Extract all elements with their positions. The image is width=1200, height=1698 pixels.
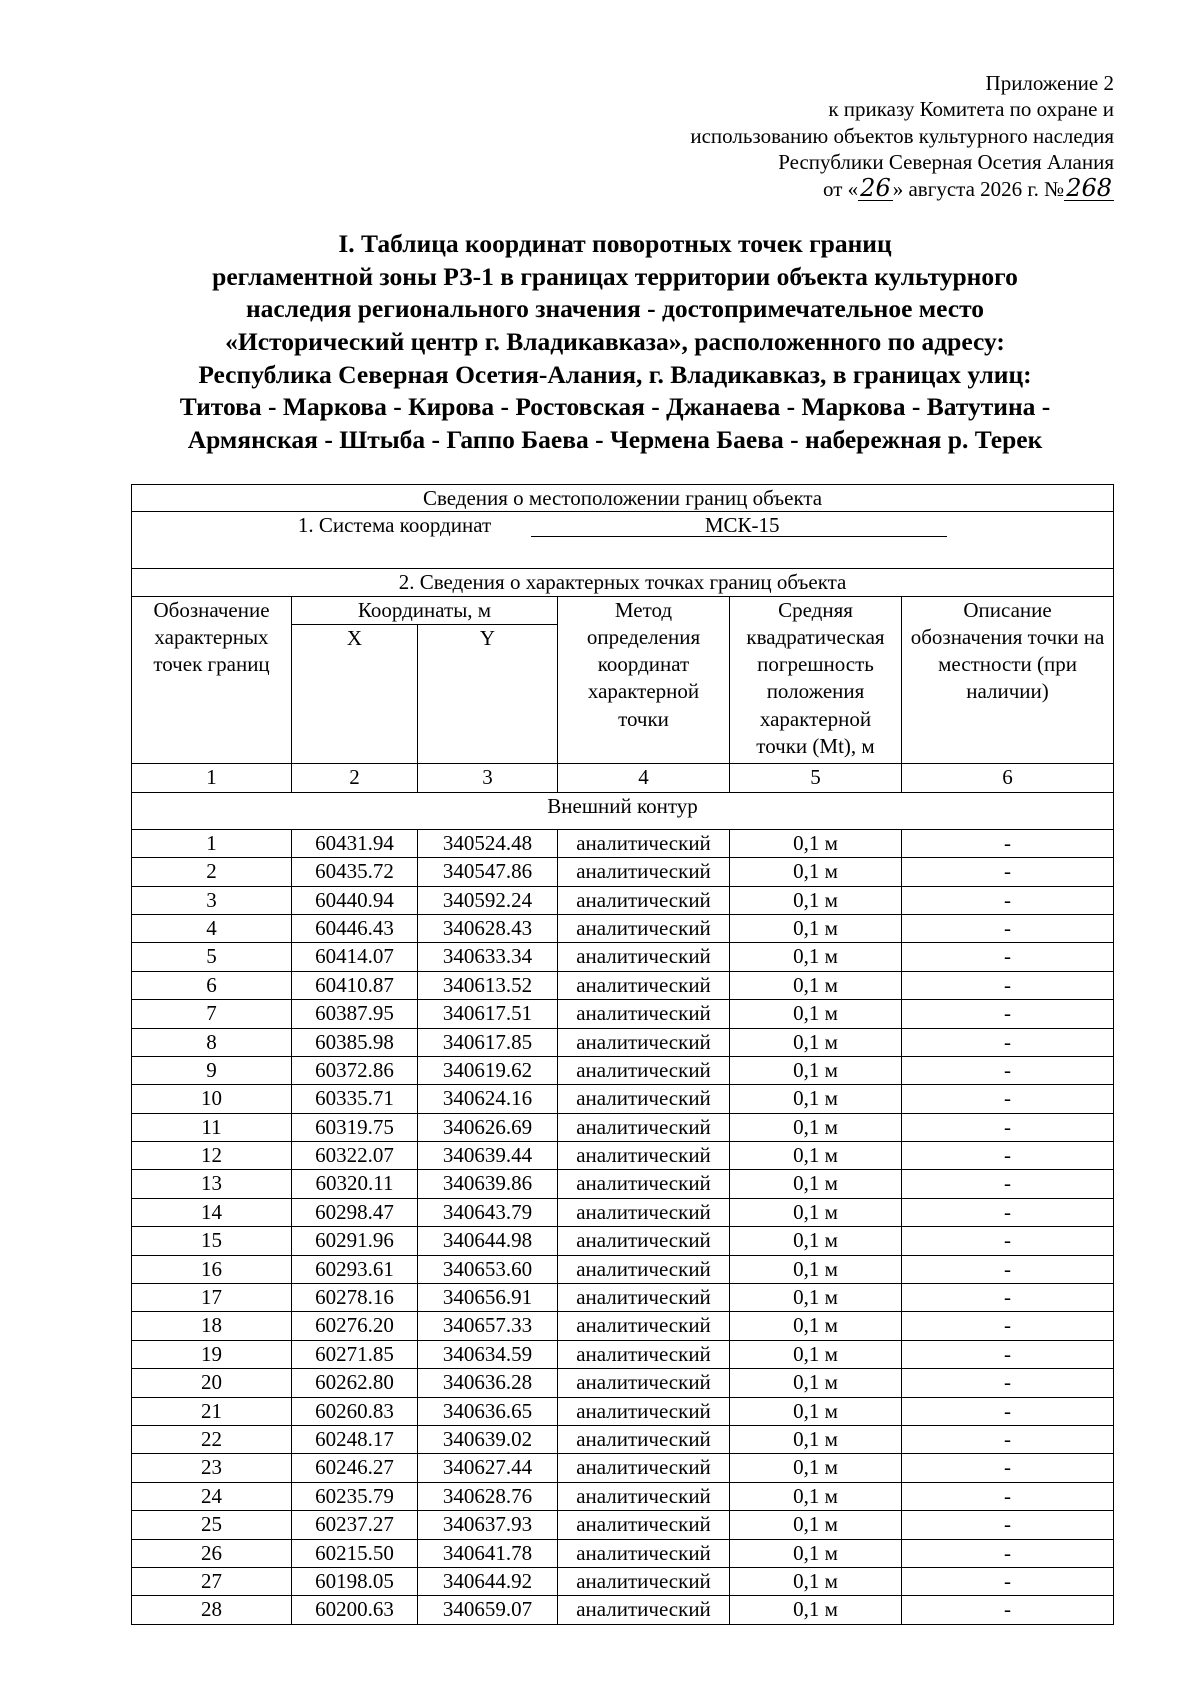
cell-point-number: 23 bbox=[132, 1454, 292, 1482]
cell-coord-y: 340628.76 bbox=[418, 1482, 558, 1510]
cell-accuracy: 0,1 м bbox=[730, 1426, 902, 1454]
cell-accuracy: 0,1 м bbox=[730, 829, 902, 857]
coordinate-system-value: МСК-15 bbox=[531, 514, 947, 537]
cell-coord-y: 340627.44 bbox=[418, 1454, 558, 1482]
cell-method: аналитический bbox=[558, 1056, 730, 1084]
cell-method: аналитический bbox=[558, 1539, 730, 1567]
cell-coord-y: 340657.33 bbox=[418, 1312, 558, 1340]
cell-point-number: 20 bbox=[132, 1369, 292, 1397]
cell-description: - bbox=[902, 829, 1114, 857]
table-row bbox=[132, 1198, 1114, 1226]
cell-description: - bbox=[902, 1142, 1114, 1170]
cell-coord-x: 60372.86 bbox=[292, 1056, 418, 1084]
cell-description: - bbox=[902, 1539, 1114, 1567]
cell-coord-y: 340639.44 bbox=[418, 1142, 558, 1170]
header-designation: Обозначение характерных точек границ bbox=[132, 596, 292, 763]
cell-coord-x: 60387.95 bbox=[292, 1000, 418, 1028]
coordinates-table bbox=[131, 484, 1114, 1625]
cell-coord-x: 60298.47 bbox=[292, 1198, 418, 1226]
cell-accuracy: 0,1 м bbox=[730, 1397, 902, 1425]
cell-description: - bbox=[902, 1312, 1114, 1340]
table-row bbox=[132, 1539, 1114, 1567]
handwritten-day: 26 bbox=[860, 173, 891, 202]
cell-accuracy: 0,1 м bbox=[730, 1227, 902, 1255]
cell-point-number: 5 bbox=[132, 943, 292, 971]
cell-coord-y: 340639.86 bbox=[418, 1170, 558, 1198]
table-row bbox=[132, 1170, 1114, 1198]
cell-point-number: 2 bbox=[132, 858, 292, 886]
cell-coord-y: 340633.34 bbox=[418, 943, 558, 971]
cell-point-number: 3 bbox=[132, 886, 292, 914]
table-row bbox=[132, 1426, 1114, 1454]
cell-description: - bbox=[902, 1227, 1114, 1255]
column-number: 4 bbox=[558, 763, 730, 792]
cell-method: аналитический bbox=[558, 1000, 730, 1028]
table-row bbox=[132, 971, 1114, 999]
cell-coord-y: 340639.02 bbox=[418, 1426, 558, 1454]
cell-point-number: 4 bbox=[132, 914, 292, 942]
table-row bbox=[132, 1284, 1114, 1312]
cell-coord-y: 340659.07 bbox=[418, 1596, 558, 1624]
cell-description: - bbox=[902, 1426, 1114, 1454]
title-line: I. Таблица координат поворотных точек границ bbox=[338, 229, 892, 258]
cell-point-number: 1 bbox=[132, 829, 292, 857]
cell-description: - bbox=[902, 943, 1114, 971]
header-coordinates: Координаты, м bbox=[292, 596, 558, 624]
cell-point-number: 27 bbox=[132, 1567, 292, 1595]
cell-method: аналитический bbox=[558, 1028, 730, 1056]
cell-method: аналитический bbox=[558, 1255, 730, 1283]
cell-description: - bbox=[902, 1000, 1114, 1028]
cell-accuracy: 0,1 м bbox=[730, 1198, 902, 1226]
cell-point-number: 28 bbox=[132, 1596, 292, 1624]
cell-method: аналитический bbox=[558, 1312, 730, 1340]
cell-method: аналитический bbox=[558, 886, 730, 914]
cell-accuracy: 0,1 м bbox=[730, 1567, 902, 1595]
cell-method: аналитический bbox=[558, 1596, 730, 1624]
cell-coord-x: 60262.80 bbox=[292, 1369, 418, 1397]
cell-coord-x: 60278.16 bbox=[292, 1284, 418, 1312]
cell-accuracy: 0,1 м bbox=[730, 1056, 902, 1084]
cell-coord-x: 60385.98 bbox=[292, 1028, 418, 1056]
cell-accuracy: 0,1 м bbox=[730, 1113, 902, 1141]
table-row bbox=[132, 1227, 1114, 1255]
table-row bbox=[132, 943, 1114, 971]
table-row bbox=[132, 1596, 1114, 1624]
cell-description: - bbox=[902, 1170, 1114, 1198]
table-row bbox=[132, 1028, 1114, 1056]
cell-description: - bbox=[902, 971, 1114, 999]
cell-description: - bbox=[902, 1482, 1114, 1510]
cell-coord-y: 340524.48 bbox=[418, 829, 558, 857]
cell-coord-x: 60446.43 bbox=[292, 914, 418, 942]
cell-point-number: 16 bbox=[132, 1255, 292, 1283]
cell-method: аналитический bbox=[558, 914, 730, 942]
cell-coord-x: 60435.72 bbox=[292, 858, 418, 886]
cell-coord-y: 340636.28 bbox=[418, 1369, 558, 1397]
cell-description: - bbox=[902, 1284, 1114, 1312]
column-number: 2 bbox=[292, 763, 418, 792]
cell-coord-y: 340626.69 bbox=[418, 1113, 558, 1141]
cell-method: аналитический bbox=[558, 829, 730, 857]
cell-method: аналитический bbox=[558, 1170, 730, 1198]
points-section-label: 2. Сведения о характерных точках границ объекта bbox=[132, 569, 1114, 596]
cell-description: - bbox=[902, 1596, 1114, 1624]
column-number: 6 bbox=[902, 763, 1114, 792]
cell-coord-y: 340656.91 bbox=[418, 1284, 558, 1312]
cell-description: - bbox=[902, 1113, 1114, 1141]
cell-description: - bbox=[902, 914, 1114, 942]
cell-accuracy: 0,1 м bbox=[730, 1142, 902, 1170]
cell-coord-x: 60414.07 bbox=[292, 943, 418, 971]
cell-description: - bbox=[902, 1340, 1114, 1368]
cell-coord-x: 60248.17 bbox=[292, 1426, 418, 1454]
table-row bbox=[132, 858, 1114, 886]
cell-coord-y: 340644.98 bbox=[418, 1227, 558, 1255]
cell-point-number: 25 bbox=[132, 1511, 292, 1539]
contour-label: Внешний контур bbox=[132, 792, 1114, 829]
table-row bbox=[132, 1369, 1114, 1397]
title-line: «Исторический центр г. Владикавказа», расположенного по адресу: bbox=[225, 326, 1005, 356]
cell-point-number: 17 bbox=[132, 1284, 292, 1312]
cell-description: - bbox=[902, 1085, 1114, 1113]
table-caption: Сведения о местоположении границ объекта bbox=[132, 485, 1114, 512]
cell-description: - bbox=[902, 886, 1114, 914]
column-number: 1 bbox=[132, 763, 292, 792]
cell-accuracy: 0,1 м bbox=[730, 943, 902, 971]
cell-point-number: 10 bbox=[132, 1085, 292, 1113]
header-accuracy: Средняя квадратическая погрешность положения характерной точки (Mt), м bbox=[730, 596, 902, 763]
cell-point-number: 22 bbox=[132, 1426, 292, 1454]
annex-committee-line: использованию объектов культурного наследия bbox=[690, 123, 1114, 148]
cell-coord-y: 340636.65 bbox=[418, 1397, 558, 1425]
cell-coord-x: 60235.79 bbox=[292, 1482, 418, 1510]
cell-description: - bbox=[902, 1255, 1114, 1283]
cell-point-number: 6 bbox=[132, 971, 292, 999]
title-line: Республика Северная Осетия-Алания, г. Владикавказ, в границах улиц: bbox=[198, 359, 1032, 389]
cell-coord-x: 60271.85 bbox=[292, 1340, 418, 1368]
cell-coord-x: 60293.61 bbox=[292, 1255, 418, 1283]
cell-accuracy: 0,1 м bbox=[730, 1482, 902, 1510]
table-row bbox=[132, 1142, 1114, 1170]
cell-method: аналитический bbox=[558, 943, 730, 971]
cell-method: аналитический bbox=[558, 1454, 730, 1482]
cell-point-number: 11 bbox=[132, 1113, 292, 1141]
cell-accuracy: 0,1 м bbox=[730, 971, 902, 999]
cell-method: аналитический bbox=[558, 1511, 730, 1539]
cell-method: аналитический bbox=[558, 858, 730, 886]
cell-coord-y: 340653.60 bbox=[418, 1255, 558, 1283]
cell-coord-x: 60335.71 bbox=[292, 1085, 418, 1113]
cell-description: - bbox=[902, 1567, 1114, 1595]
cell-coord-x: 60431.94 bbox=[292, 829, 418, 857]
cell-coord-y: 340644.92 bbox=[418, 1567, 558, 1595]
cell-point-number: 7 bbox=[132, 1000, 292, 1028]
cell-coord-x: 60320.11 bbox=[292, 1170, 418, 1198]
table-row bbox=[132, 1056, 1114, 1084]
cell-coord-y: 340617.85 bbox=[418, 1028, 558, 1056]
title-line: Титова - Маркова - Кирова - Ростовская - Джанаева - Маркова - Ватутина - bbox=[179, 392, 1051, 422]
coordinate-system-label: 1. Система координат bbox=[297, 513, 492, 538]
annex-header bbox=[554, 70, 1114, 202]
column-number: 3 bbox=[418, 763, 558, 792]
cell-method: аналитический bbox=[558, 1284, 730, 1312]
cell-description: - bbox=[902, 1511, 1114, 1539]
annex-date-line bbox=[554, 173, 1114, 202]
table-row bbox=[132, 1312, 1114, 1340]
cell-accuracy: 0,1 м bbox=[730, 1000, 902, 1028]
cell-method: аналитический bbox=[558, 1113, 730, 1141]
cell-accuracy: 0,1 м bbox=[730, 1255, 902, 1283]
title-line: Армянская - Штыба - Гаппо Баева - Чермена Баева - набережная р. Терек bbox=[187, 424, 1043, 454]
cell-accuracy: 0,1 м bbox=[730, 1596, 902, 1624]
cell-coord-y: 340637.93 bbox=[418, 1511, 558, 1539]
table-row bbox=[132, 1113, 1114, 1141]
cell-description: - bbox=[902, 1454, 1114, 1482]
cell-point-number: 9 bbox=[132, 1056, 292, 1084]
cell-description: - bbox=[902, 858, 1114, 886]
cell-coord-x: 60198.05 bbox=[292, 1567, 418, 1595]
cell-point-number: 18 bbox=[132, 1312, 292, 1340]
table-row bbox=[132, 1085, 1114, 1113]
cell-coord-x: 60319.75 bbox=[292, 1113, 418, 1141]
cell-coord-y: 340634.59 bbox=[418, 1340, 558, 1368]
cell-coord-y: 340641.78 bbox=[418, 1539, 558, 1567]
table-row bbox=[132, 1255, 1114, 1283]
cell-point-number: 26 bbox=[132, 1539, 292, 1567]
cell-method: аналитический bbox=[558, 1426, 730, 1454]
cell-coord-x: 60410.87 bbox=[292, 971, 418, 999]
cell-coord-y: 340592.24 bbox=[418, 886, 558, 914]
cell-point-number: 21 bbox=[132, 1397, 292, 1425]
table-row bbox=[132, 1397, 1114, 1425]
cell-accuracy: 0,1 м bbox=[730, 858, 902, 886]
cell-method: аналитический bbox=[558, 1142, 730, 1170]
cell-coord-y: 340624.16 bbox=[418, 1085, 558, 1113]
cell-description: - bbox=[902, 1369, 1114, 1397]
coordinates-table-container bbox=[131, 484, 1113, 1625]
cell-coord-y: 340643.79 bbox=[418, 1198, 558, 1226]
cell-coord-x: 60200.63 bbox=[292, 1596, 418, 1624]
header-y: Y bbox=[418, 624, 558, 763]
cell-method: аналитический bbox=[558, 1340, 730, 1368]
cell-method: аналитический bbox=[558, 1085, 730, 1113]
cell-accuracy: 0,1 м bbox=[730, 1511, 902, 1539]
annex-republic-line: Республики Северная Осетия Алания bbox=[778, 150, 1114, 175]
cell-method: аналитический bbox=[558, 1397, 730, 1425]
header-description: Описание обозначения точки на местности (при наличии) bbox=[902, 596, 1114, 763]
table-row bbox=[132, 914, 1114, 942]
cell-method: аналитический bbox=[558, 1482, 730, 1510]
table-row bbox=[132, 886, 1114, 914]
cell-coord-y: 340617.51 bbox=[418, 1000, 558, 1028]
table-row bbox=[132, 1567, 1114, 1595]
cell-point-number: 12 bbox=[132, 1142, 292, 1170]
table-row bbox=[132, 1000, 1114, 1028]
cell-coord-x: 60260.83 bbox=[292, 1397, 418, 1425]
cell-point-number: 14 bbox=[132, 1198, 292, 1226]
annex-title: Приложение 2 bbox=[985, 71, 1114, 95]
cell-accuracy: 0,1 м bbox=[730, 914, 902, 942]
cell-coord-x: 60276.20 bbox=[292, 1312, 418, 1340]
cell-coord-y: 340619.62 bbox=[418, 1056, 558, 1084]
cell-accuracy: 0,1 м bbox=[730, 1284, 902, 1312]
cell-coord-x: 60322.07 bbox=[292, 1142, 418, 1170]
cell-accuracy: 0,1 м bbox=[730, 1085, 902, 1113]
table-row bbox=[132, 1482, 1114, 1510]
cell-point-number: 15 bbox=[132, 1227, 292, 1255]
cell-coord-x: 60440.94 bbox=[292, 886, 418, 914]
cell-method: аналитический bbox=[558, 1198, 730, 1226]
column-number: 5 bbox=[730, 763, 902, 792]
cell-method: аналитический bbox=[558, 1369, 730, 1397]
cell-accuracy: 0,1 м bbox=[730, 1539, 902, 1567]
cell-description: - bbox=[902, 1056, 1114, 1084]
cell-point-number: 24 bbox=[132, 1482, 292, 1510]
cell-description: - bbox=[902, 1198, 1114, 1226]
title-line: наследия регионального значения - достопримечательное место bbox=[245, 294, 985, 324]
cell-accuracy: 0,1 м bbox=[730, 1028, 902, 1056]
cell-coord-x: 60215.50 bbox=[292, 1539, 418, 1567]
cell-coord-y: 340613.52 bbox=[418, 971, 558, 999]
cell-description: - bbox=[902, 1028, 1114, 1056]
cell-coord-y: 340547.86 bbox=[418, 858, 558, 886]
coordinate-system-row bbox=[132, 512, 1114, 569]
document-title bbox=[120, 228, 1110, 456]
title-line: регламентной зоны РЗ-1 в границах территории объекта культурного bbox=[212, 261, 1018, 291]
date-middle: » августа 2026 г. № bbox=[892, 176, 1065, 201]
header-method: Метод определения координат характерной точки bbox=[558, 596, 730, 763]
cell-point-number: 19 bbox=[132, 1340, 292, 1368]
cell-method: аналитический bbox=[558, 971, 730, 999]
cell-accuracy: 0,1 м bbox=[730, 886, 902, 914]
cell-accuracy: 0,1 м bbox=[730, 1454, 902, 1482]
cell-description: - bbox=[902, 1397, 1114, 1425]
table-row bbox=[132, 829, 1114, 857]
annex-order-line: к приказу Комитета по охране и bbox=[828, 97, 1114, 122]
date-prefix: от « bbox=[823, 176, 859, 201]
handwritten-order-number: 268 bbox=[1066, 173, 1112, 202]
header-x: X bbox=[292, 624, 418, 763]
cell-coord-y: 340628.43 bbox=[418, 914, 558, 942]
table-row bbox=[132, 1454, 1114, 1482]
cell-method: аналитический bbox=[558, 1227, 730, 1255]
table-row bbox=[132, 1511, 1114, 1539]
cell-coord-x: 60246.27 bbox=[292, 1454, 418, 1482]
cell-coord-x: 60237.27 bbox=[292, 1511, 418, 1539]
cell-accuracy: 0,1 м bbox=[730, 1369, 902, 1397]
cell-accuracy: 0,1 м bbox=[730, 1312, 902, 1340]
cell-method: аналитический bbox=[558, 1567, 730, 1595]
cell-coord-x: 60291.96 bbox=[292, 1227, 418, 1255]
cell-point-number: 8 bbox=[132, 1028, 292, 1056]
cell-accuracy: 0,1 м bbox=[730, 1340, 902, 1368]
table-row bbox=[132, 1340, 1114, 1368]
cell-point-number: 13 bbox=[132, 1170, 292, 1198]
cell-accuracy: 0,1 м bbox=[730, 1170, 902, 1198]
